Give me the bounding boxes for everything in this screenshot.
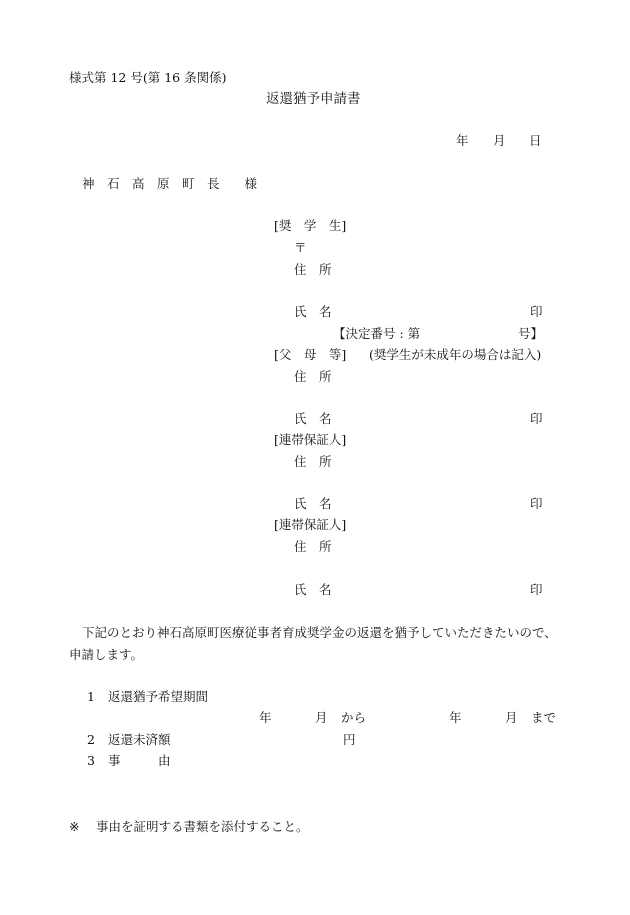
item-2-label: 返還未済額 — [108, 732, 171, 747]
guarantor2-heading: [連帯保証人] — [274, 517, 347, 532]
guarantor2-address-label: 住 所 — [294, 539, 332, 554]
period-to-year: 年 — [449, 710, 462, 725]
scholar-heading: [奨 学 生] — [274, 218, 347, 233]
parent-seal: 印 — [530, 411, 543, 426]
scholar-seal: 印 — [530, 304, 543, 319]
body-text-line2: 申請します。 — [69, 647, 144, 662]
period-from-month: 月 — [315, 710, 328, 725]
guarantor1-seal: 印 — [530, 496, 543, 511]
date-day-label: 日 — [529, 133, 542, 148]
footnote-text: 事由を証明する書類を添付すること。 — [96, 819, 309, 834]
scholar-address-label: 住 所 — [294, 262, 332, 277]
scholar-name-label: 氏 名 — [294, 304, 332, 319]
item-3-number: 3 — [87, 753, 95, 768]
page-title: 返還猶予申請書 — [266, 91, 361, 107]
period-to-word: まで — [531, 710, 557, 725]
parent-heading: [父 母 等] — [274, 347, 347, 362]
body-text-line1: 下記のとおり神石高原町医療従事者育成奨学金の返還を猶予していただきたいので、 — [82, 625, 557, 640]
guarantor1-heading: [連帯保証人] — [274, 432, 347, 447]
decision-number-suffix: 号】 — [518, 326, 544, 341]
decision-number-label: 【決定番号 : 第 — [333, 326, 421, 341]
postal-mark: 〒 — [294, 240, 307, 255]
footnote-mark: ※ — [69, 819, 80, 834]
parent-address-label: 住 所 — [294, 369, 332, 384]
guarantor2-name-label: 氏 名 — [294, 582, 332, 597]
guarantor1-name-label: 氏 名 — [294, 496, 332, 511]
item-1-number: 1 — [87, 689, 95, 704]
guarantor2-seal: 印 — [530, 582, 543, 597]
parent-name-label: 氏 名 — [294, 411, 332, 426]
period-to-month: 月 — [505, 710, 518, 725]
form-number: 様式第 12 号(第 16 条関係) — [69, 70, 227, 85]
amount-unit: 円 — [343, 732, 356, 747]
addressee: 神 石 高 原 町 長 様 — [82, 176, 258, 191]
date-month-label: 月 — [493, 133, 506, 148]
guarantor1-address-label: 住 所 — [294, 454, 332, 469]
date-year-label: 年 — [456, 133, 469, 148]
item-3-label: 事 由 — [108, 753, 171, 768]
period-from-word: から — [341, 710, 367, 725]
item-2-number: 2 — [87, 732, 95, 747]
parent-note: (奨学生が未成年の場合は記入) — [369, 347, 542, 362]
item-1-label: 返還猶予希望期間 — [108, 689, 209, 704]
period-from-year: 年 — [259, 710, 272, 725]
